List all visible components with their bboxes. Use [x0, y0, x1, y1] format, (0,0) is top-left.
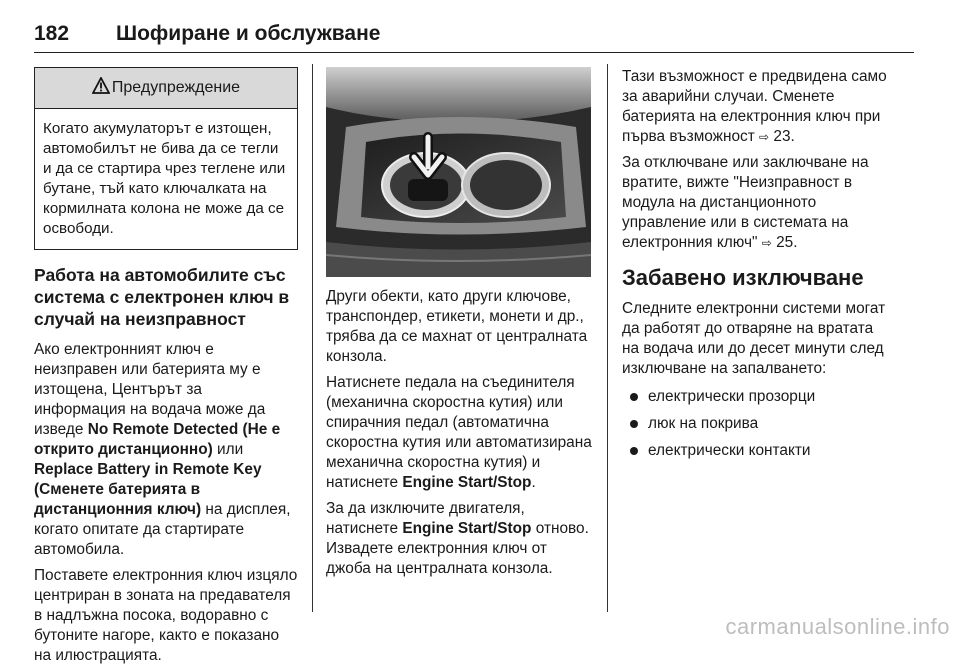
button-name: Engine Start/Stop [402, 474, 532, 491]
page-title: Шофиране и обслужване [116, 22, 381, 45]
display-message: No Remote Detected (Не е открито дистанционно) [34, 421, 281, 458]
bullet-list [622, 387, 892, 461]
paragraph: Тази възможност е предвидена само за аварийни случаи. Сменете батерията на електронния ключ при първа възможност ⇨ 23. [622, 68, 887, 145]
warning-title: Предупреждение [111, 79, 241, 96]
paragraph: Други обекти, като други ключове, транспондер, етикети, монети и др., трябва да се махнат от централната конзола. [326, 288, 588, 365]
column-left [34, 67, 298, 672]
warning-header [35, 68, 297, 109]
paragraph: Следните електронни системи могат да работят до отваряне на вратата на водача или до десет минути след изключване на запалването: [622, 300, 886, 377]
display-message: Replace Battery in Remote Key (Сменете батерията в дистанционния ключ) [34, 461, 262, 518]
console-illustration [326, 67, 591, 277]
page-ref: 23 [773, 128, 791, 145]
column-right [622, 67, 892, 468]
paragraph: За да изключите двигателя, натиснете Engine Start/Stop отново. Извадете електронния ключ от джоба на централната конзола. [326, 500, 589, 577]
paragraph: Натиснете педала на съединителя (механична скоростна кутия) или спирачния педал (автоматична скоростна кутия или автоматизирана механична скоростна кутия) и натиснете Engine Start/Stop. [326, 374, 592, 491]
list-item: електрически прозорци [622, 387, 892, 407]
paragraph: Поставете електронния ключ изцяло центриран в зоната на предавателя в надлъжна посока, водоравно с бутоните нагоре, както е показано на илюстрацията. [34, 567, 298, 664]
paragraph: Ако електронният ключ е неизправен или батерията му е изтощена, Центърът за информация на водача може да изведе No Remote Detected (Не е открито дистанционно) или Replace Battery in Remote Key (Сменете батерията в дистанционния ключ) на дисплея, когато опитате да стартирате автомобила. [34, 341, 291, 558]
warning-triangle-icon [92, 77, 110, 100]
section-heading: Забавено изключване [622, 265, 864, 290]
column-middle [326, 67, 592, 585]
watermark: carmanualsonline.info [725, 614, 950, 639]
page-header [34, 22, 914, 53]
button-name: Engine Start/Stop [402, 520, 532, 537]
column-divider [607, 64, 608, 612]
warning-text: Когато акумулаторът е изтощен, автомобилът не бива да се тегли и да се стартира чрез теглене или бутане, тъй като ключалката на кормилната колона не може да се освободи. [43, 120, 286, 237]
page-ref: 25 [776, 234, 794, 251]
list-item: люк на покрива [622, 414, 892, 434]
column-divider [312, 64, 313, 612]
page-ref-arrow-icon: ⇨ [759, 130, 770, 144]
section-heading: Работа на автомобилите със система с електронен ключ в случай на неизправност [34, 265, 290, 329]
paragraph: За отключване или заключване на вратите, вижте "Неизправност в модула на дистанционното управление или в системата на електронния ключ" ⇨ 25. [622, 154, 869, 251]
list-item: електрически контакти [622, 441, 892, 461]
page-number: 182 [34, 22, 70, 45]
warning-box [34, 67, 298, 250]
page-ref-arrow-icon: ⇨ [761, 236, 772, 250]
